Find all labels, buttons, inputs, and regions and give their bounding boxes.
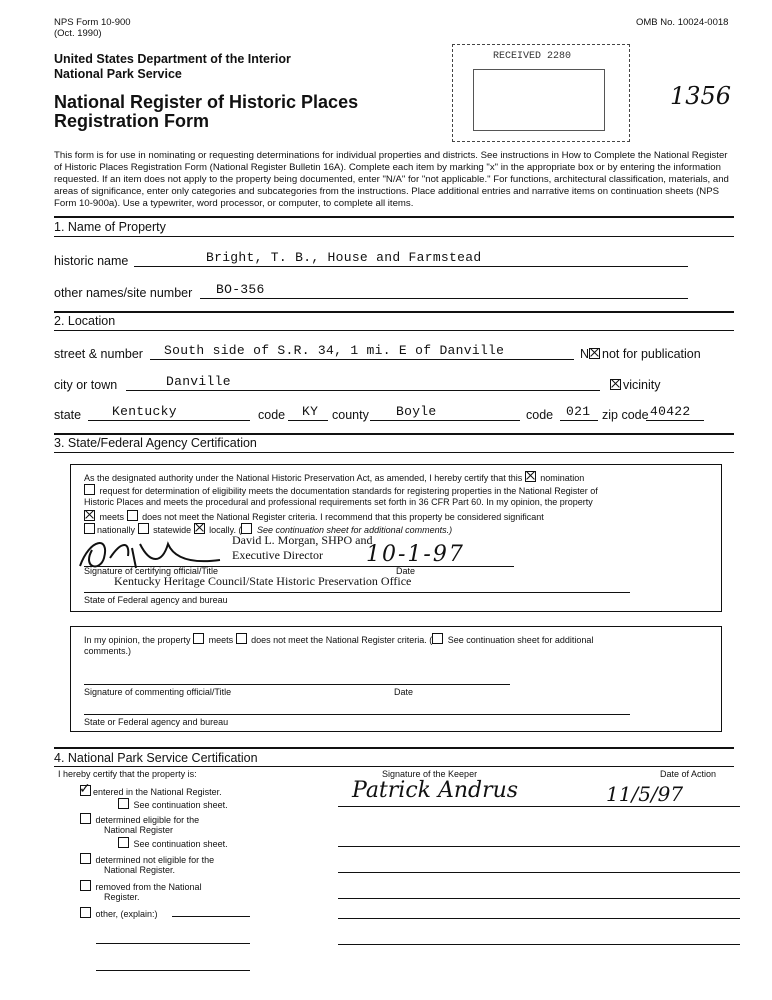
comment-agency-label: State or Federal agency and bureau [84,717,229,727]
date-of-action: 11/5/97 [606,782,684,806]
option-removed[interactable]: removed from the National [80,880,202,892]
city-value[interactable]: Danville [166,374,231,389]
na-mark: N [580,347,590,361]
state-value[interactable]: Kentucky [112,404,177,419]
county-code-value[interactable]: 021 [566,404,591,419]
eligible-checkbox[interactable] [80,813,91,824]
not-eligible-checkbox[interactable] [80,853,91,864]
signer-title: Executive Director [232,548,323,562]
handwritten-number: 1356 [670,82,732,110]
opinion-line-1: In my opinion, the property meets does not meet the National Register criteria. ( See continuation sheet for additional [84,635,594,645]
historic-name-value[interactable]: Bright, T. B., House and Farmstead [206,250,482,265]
section-3-heading: 3. State/Federal Agency Certification [54,436,257,450]
option-eligible-2: National Register [104,825,174,835]
nomination-checkbox[interactable] [525,471,536,482]
form-title-1: National Register of Historic Places [54,92,359,112]
street-value[interactable]: South side of S.R. 34, 1 mi. E of Danville [164,343,505,358]
city-label: city or town [54,378,118,392]
option-eligible[interactable]: determined eligible for the [80,813,199,825]
cert-line-2: request for determination of eligibility meets the documentation standards for registering properties in the National Register of [84,484,598,496]
instructions-text: This form is for use in nominating or requesting determinations for individual properties and districts. See instructions in How to Complete the National Register of Historic Places Registration Form (National Register Bulletin 16A). Complete each item by marking "x" in the appropriate box or by entering the information requested. If an item does not apply to the property being documented, enter "N/A" for "not applicable." For functions, architectural classification, materials, and areas of significance, enter only categories and subcategories from the instructions. Place additional entries and narrative items on continuation sheets (NPS Form 10-900a). Use a typewriter, word processor, or computer, to complete all items. [54,150,729,209]
received-stamp: RECEIVED 2280 [452,44,630,142]
form-number: NPS Form 10-900 [54,17,131,28]
entered-checkbox[interactable]: ✓ [79,780,91,796]
zip-label: zip code [602,408,649,422]
option-removed-2: Register. [104,892,140,902]
option-entered[interactable]: ✓ entered in the National Register. [79,780,222,797]
county-code-label: code [526,408,554,422]
other-names-value[interactable]: BO-356 [216,282,265,297]
section-4-heading: 4. National Park Service Certification [54,751,258,765]
agency-label: State of Federal agency and bureau [84,595,228,605]
signature-label: Signature of certifying official/Title [84,566,219,576]
continuation-checkbox-3[interactable] [118,798,129,809]
keeper-signature: Patrick Andrus [352,778,519,803]
signer-name: David L. Morgan, SHPO and [232,533,373,547]
other-checkbox[interactable] [80,907,91,918]
opinion-meets-checkbox[interactable] [193,633,204,644]
removed-checkbox[interactable] [80,880,91,891]
section-2-heading: 2. Location [54,314,116,328]
option-other[interactable]: other, (explain:) [80,907,158,919]
county-value[interactable]: Boyle [396,404,437,419]
request-checkbox[interactable] [84,484,95,495]
omb-number: OMB No. 10024-0018 [636,17,729,28]
certifying-agency: Kentucky Heritage Council/State Historic Preservation Office [114,574,412,588]
cert-line-1: As the designated authority under the National Historic Preservation Act, as amended, I hereby certify that this nomination [84,473,585,483]
date-label: Date [396,566,416,576]
option-not-eligible-2: National Register. [104,865,176,875]
comment-signature-label: Signature of commenting official/Title [84,687,232,697]
state-label: state [54,408,82,422]
vicinity-checkbox[interactable] [610,379,621,390]
certification-date: 10-1-97 [366,542,465,567]
continuation-2[interactable]: See continuation sheet. [118,837,228,849]
agency-line-2: National Park Service [54,67,182,81]
option-not-eligible[interactable]: determined not eligible for the [80,853,214,865]
form-title-2: Registration Form [54,111,210,131]
comment-date-label: Date [394,687,414,697]
historic-name-label: historic name [54,254,129,268]
nps-intro: I hereby certify that the property is: [58,769,197,779]
opinion-line-2: comments.) [84,646,132,656]
not-for-publication[interactable]: N not for publication [580,347,701,361]
meets-checkbox[interactable] [84,510,95,521]
cert-line-3: Historic Places and meets the procedural and professional requirements set forth in 36 CFR Part 60. In my opinion, the property [84,497,593,507]
keeper-label: Signature of the Keeper [382,769,478,779]
vicinity-option[interactable]: vicinity [610,378,661,392]
opinion-not-meet-checkbox[interactable] [236,633,247,644]
state-code-label: code [258,408,286,422]
agency-line-1: United States Department of the Interior [54,52,291,66]
not-for-publication-checkbox[interactable] [589,348,600,359]
continuation-checkbox-4[interactable] [118,837,129,848]
cert-line-5: nationally statewide locally. ( See continuation sheet for additional comments.) [84,523,452,535]
form-date: (Oct. 1990) [54,28,102,39]
continuation-1[interactable]: See continuation sheet. [118,798,228,810]
county-label: county [332,408,369,422]
other-names-label: other names/site number [54,286,193,300]
section-1-heading: 1. Name of Property [54,220,166,234]
street-label: street & number [54,347,143,361]
zip-value[interactable]: 40422 [650,404,691,419]
continuation-checkbox-2[interactable] [432,633,443,644]
does-not-meet-checkbox[interactable] [127,510,138,521]
state-code-value[interactable]: KY [302,404,319,419]
cert-line-4: meets does not meet the National Register criteria. I recommend that this property be considered significant [84,510,544,522]
date-of-action-label: Date of Action [660,769,717,779]
